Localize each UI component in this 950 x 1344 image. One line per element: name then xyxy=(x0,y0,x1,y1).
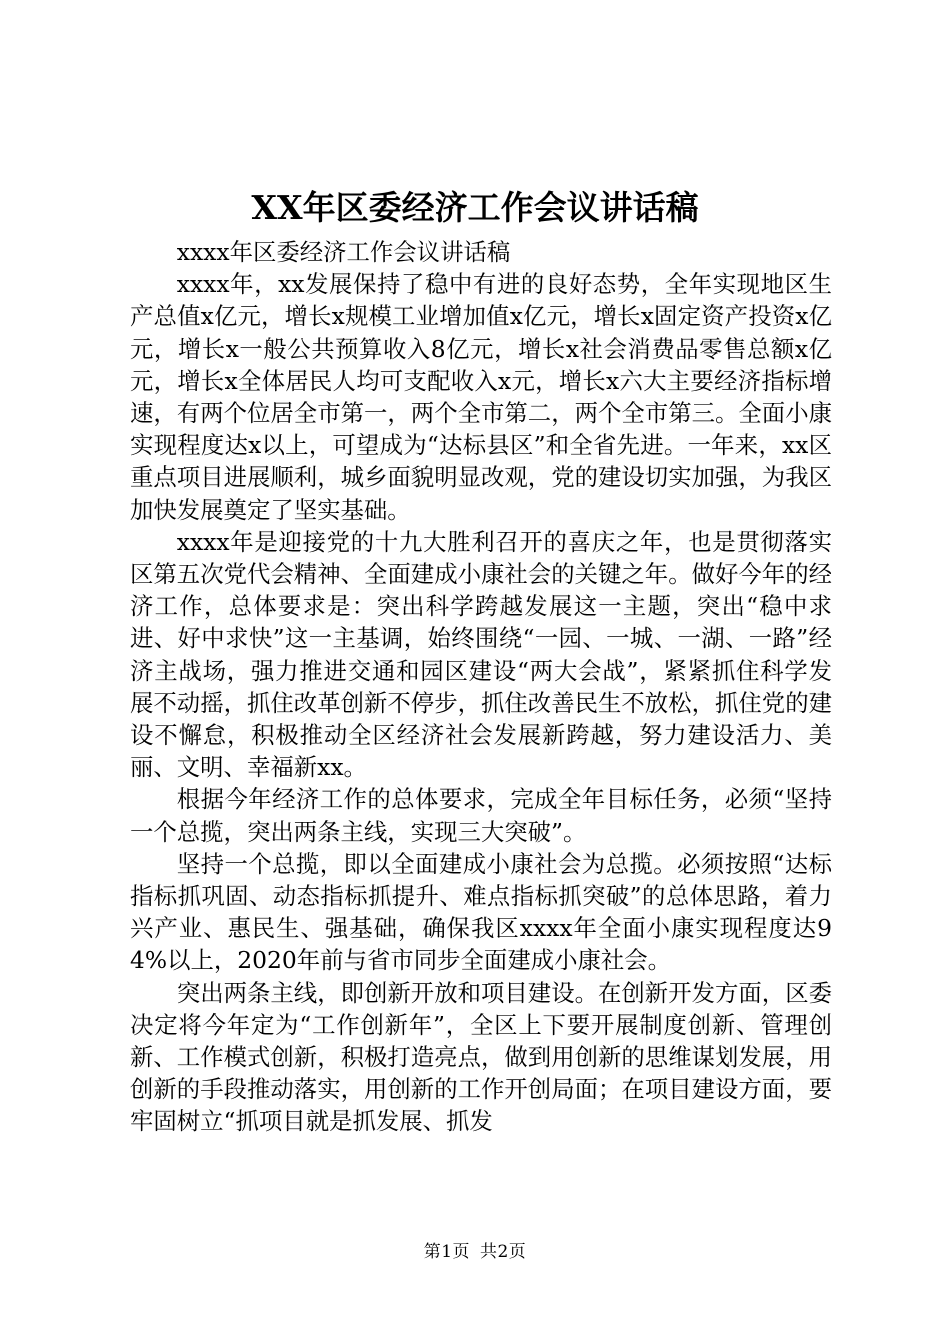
document-body xyxy=(130,236,832,1138)
paragraph: xxxx年区委经济工作会议讲话稿 xyxy=(176,238,511,266)
paragraph: 坚持一个总揽，即以全面建成小康社会为总揽。必须按照“达标指标抓巩固、动态指标抓提升、难点指标抓突破”的总体思路，着力兴产业、惠民生、强基础，确保我区xxxx年全面小康实现程度达94%以上，2020年前与省市同步全面建成小康社会。 xyxy=(130,849,832,975)
document-title: XX年区委经济工作会议讲话稿 xyxy=(251,188,699,227)
paragraph: 突出两条主线，即创新开放和项目建设。在创新开发方面，区委决定将今年定为“工作创新年”，全区上下要开展制度创新、管理创新、工作模式创新，积极打造亮点，做到用创新的思维谋划发展，用创新的手段推动落实，用创新的工作开创局面；在项目建设方面，要牢固树立“抓项目就是抓发展、抓发 xyxy=(130,978,832,1136)
page-number: 第1页 xyxy=(423,1242,471,1262)
page-total: 共2页 xyxy=(479,1242,527,1262)
paragraph: xxxx年，xx发展保持了稳中有进的良好态势，全年实现地区生产总值x亿元，增长x规模工业增加值x亿元，增长x固定资产投资x亿元，增长x一般公共预算收入8亿元，增长x社会消费品零售总额x亿元，增长x全体居民人均可支配收入x元，增长x六大主要经济指标增速，有两个位居全市第一，两个全市第二，两个全市第三。全面小康实现程度达x以上，可望成为“达标县区”和全省先进。一年来，xx区重点项目进展顺利，城乡面貌明显改观，党的建设切实加强，为我区加快发展奠定了坚实基础。 xyxy=(130,270,832,524)
paragraph: 根据今年经济工作的总体要求，完成全年目标任务，必须“坚持一个总揽，突出两条主线，实现三大突破”。 xyxy=(130,785,832,846)
page-footer xyxy=(0,1241,950,1263)
paragraph: xxxx年是迎接党的十九大胜利召开的喜庆之年，也是贯彻落实区第五次党代会精神、全面建成小康社会的关键之年。做好今年的经济工作，总体要求是：突出科学跨越发展这一主题，突出“稳中求进、好中求快”这一主基调，始终围绕“一园、一城、一湖、一路”经济主战场，强力推进交通和园区建设“两大会战”，紧紧抓住科学发展不动摇，抓住改革创新不停步，抓住改善民生不放松，抓住党的建设不懈怠，积极推动全区经济社会发展新跨越，努力建设活力、美丽、文明、幸福新xx。 xyxy=(130,527,832,782)
